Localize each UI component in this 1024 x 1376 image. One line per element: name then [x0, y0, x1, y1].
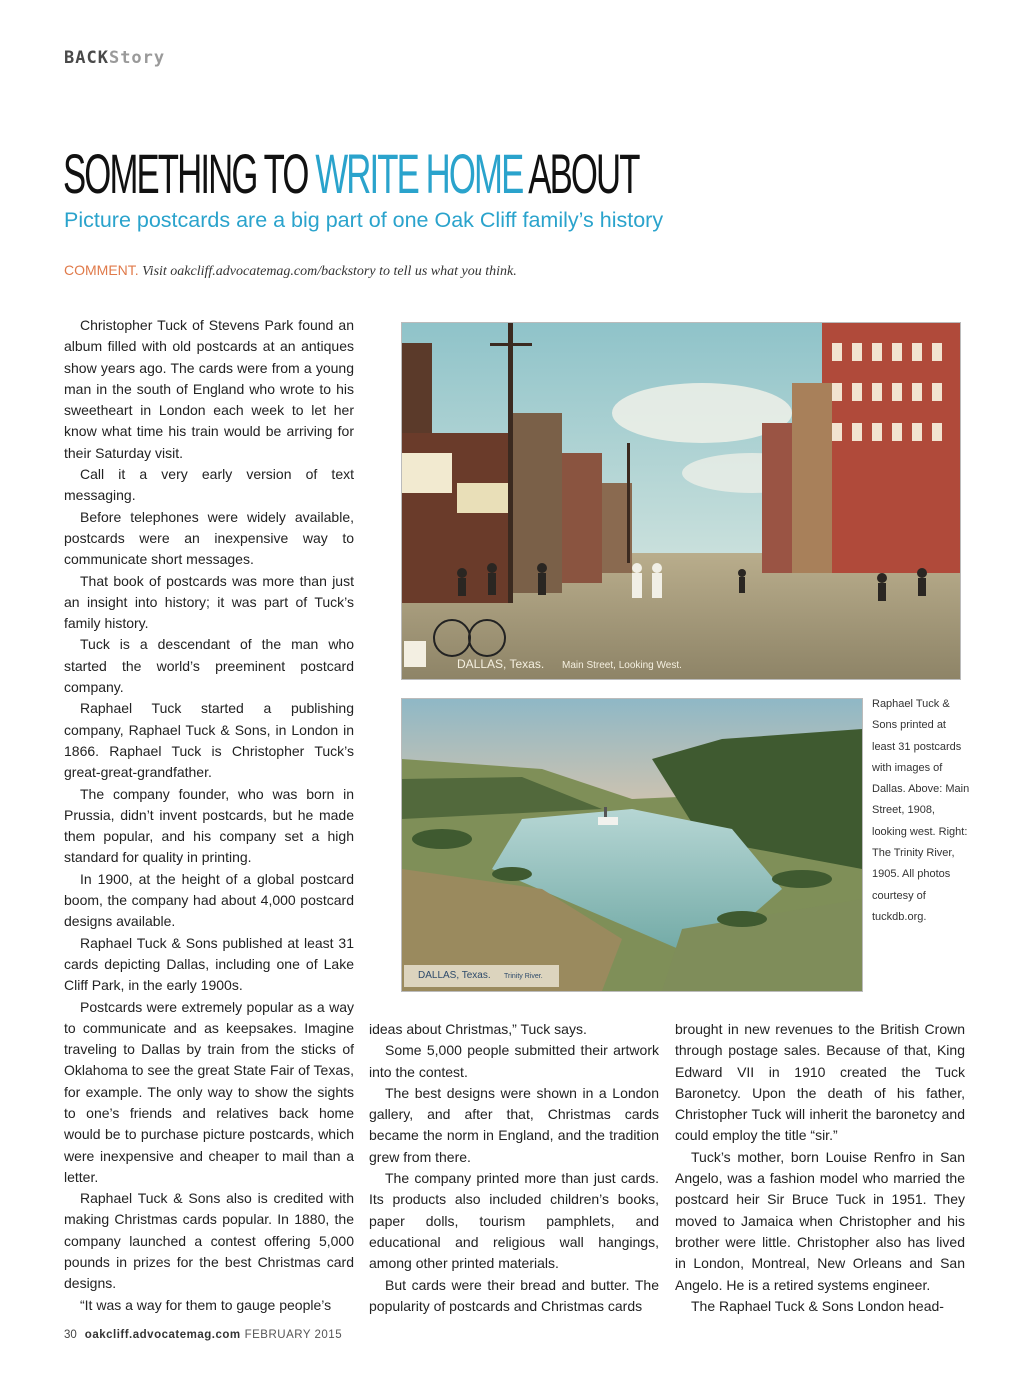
trinity-postcard-label: DALLAS, Texas. — [418, 970, 491, 981]
subheadline: Picture postcards are a big part of one Oak Cliff family’s history — [64, 208, 664, 232]
paragraph: Postcards were extremely popular as a way to communicate and as keepsakes. Imagine traveling to Dallas by train from the sticks of Oklahoma to see the great State Fair of Texas, for example. The only way to show the sights to one’s friends and relatives back home would be to purchase picture postcards, which were inexpensive and cheaper to mail than a letter. — [64, 998, 354, 1185]
headline — [63, 142, 639, 205]
paragraph: The best designs were shown in a London gallery, and after that, Christmas cards became the norm in England, and the tradition grew from there. — [369, 1084, 659, 1165]
paragraph: ideas about Christmas,” Tuck says. — [369, 1021, 587, 1037]
page-number: 30 — [64, 1329, 77, 1341]
paragraph: The company printed more than just cards. Its products also included children’s books, paper dolls, tourism pamphlets, and educational and religious wall hangings, among other printed materials. — [369, 1170, 659, 1272]
trinity-postcard-sublabel: Trinity River. — [504, 973, 543, 980]
paragraph: brought in new revenues to the British Crown through postage sales. Because of that, King Edward VII in 1910 created the Tuck Baronetcy. Upon the death of his father, Christopher Tuck will inherit the baronetcy and could employ the title “sir.” — [675, 1021, 965, 1144]
comment-tag: COMMENT. — [64, 262, 139, 278]
paragraph: But cards were their bread and butter. The popularity of postcards and Christmas cards — [369, 1276, 659, 1314]
photo-caption: Raphael Tuck & Sons printed at least 31 postcards with images of Dallas. Above: Main Street, 1908, looking west. Right: The Trinity River, 1905. All photos courtesy of tuckdb.org. — [872, 698, 970, 923]
section-label — [64, 48, 165, 68]
article-column-2 — [369, 1019, 659, 1317]
paragraph: In 1900, at the height of a global postcard boom, the company had about 4,000 postcard designs available. — [64, 870, 354, 930]
footer-date: FEBRUARY 2015 — [244, 1329, 343, 1341]
comment-line — [64, 262, 517, 280]
section-label-story: Story — [108, 48, 166, 68]
headline-accent: WRITE HOME — [315, 142, 523, 205]
main-street-postcard-sublabel: Main Street, Looking West. — [562, 660, 682, 671]
footer-site[interactable]: oakcliff.advocatemag.com — [84, 1329, 241, 1341]
paragraph: The Raphael Tuck & Sons London head- — [691, 1297, 944, 1314]
paragraph: The company founder, who was born in Prussia, didn’t invent postcards, but he made them popular, and his company set a high standard for quality in printing. — [64, 785, 354, 866]
paragraph: Raphael Tuck & Sons also is credited with making Christmas cards popular. In 1880, the company launched a contest offering 5,000 pounds in prizes for the best Christmas card designs. — [64, 1190, 354, 1292]
main-street-postcard-image — [401, 322, 961, 680]
trinity-river-postcard-image — [401, 698, 863, 992]
paragraph: Some 5,000 people submitted their artwork into the contest. — [369, 1042, 659, 1080]
comment-text[interactable]: Visit oakcliff.advocatemag.com/backstory to tell us what you think. — [138, 264, 517, 279]
page-footer — [64, 1329, 342, 1341]
main-street-postcard-label: DALLAS, Texas. — [457, 657, 545, 671]
headline-pre: SOMETHING TO — [63, 142, 316, 205]
paragraph: Raphael Tuck & Sons published at least 31 cards depicting Dallas, including one of Lake Cliff Park, in the early 1900s. — [64, 934, 354, 994]
headline-post: ABOUT — [522, 142, 639, 205]
section-label-back: BACK — [64, 48, 109, 68]
paragraph: Before telephones were widely available, postcards were an inexpensive way to communicate short messages. — [64, 508, 354, 568]
paragraph: Tuck is a descendant of the man who started the world’s preeminent postcard company. — [64, 636, 354, 696]
paragraph: “It was a way for them to gauge people’s — [80, 1296, 332, 1313]
paragraph: Tuck’s mother, born Louise Renfro in San Angelo, was a fashion model who married the postcard heir Sir Bruce Tuck in 1951. They moved to Jamaica when Christopher and his brother were little. Christopher also has lived in London, Montreal, New Orleans and San Angelo. He is a retired systems engineer. — [675, 1148, 965, 1293]
paragraph: Call it a very early version of text messaging. — [64, 466, 354, 504]
paragraph: Raphael Tuck started a publishing company, Raphael Tuck & Sons, in London in 1866. Raphael Tuck is Christopher Tuck’s great-great-grandfather. — [64, 700, 354, 781]
article-column-1 — [64, 315, 354, 1316]
paragraph: Christopher Tuck of Stevens Park found an album filled with old postcards at an antiques show years ago. The cards were from a young man in the south of England who wrote to his sweetheart in London each week to let her know what time his train would be arriving for their Saturday visit. — [64, 317, 354, 461]
article-column-3 — [675, 1019, 965, 1317]
paragraph: That book of postcards was more than just an insight into history; it was part of Tuck’s family history. — [64, 572, 354, 632]
